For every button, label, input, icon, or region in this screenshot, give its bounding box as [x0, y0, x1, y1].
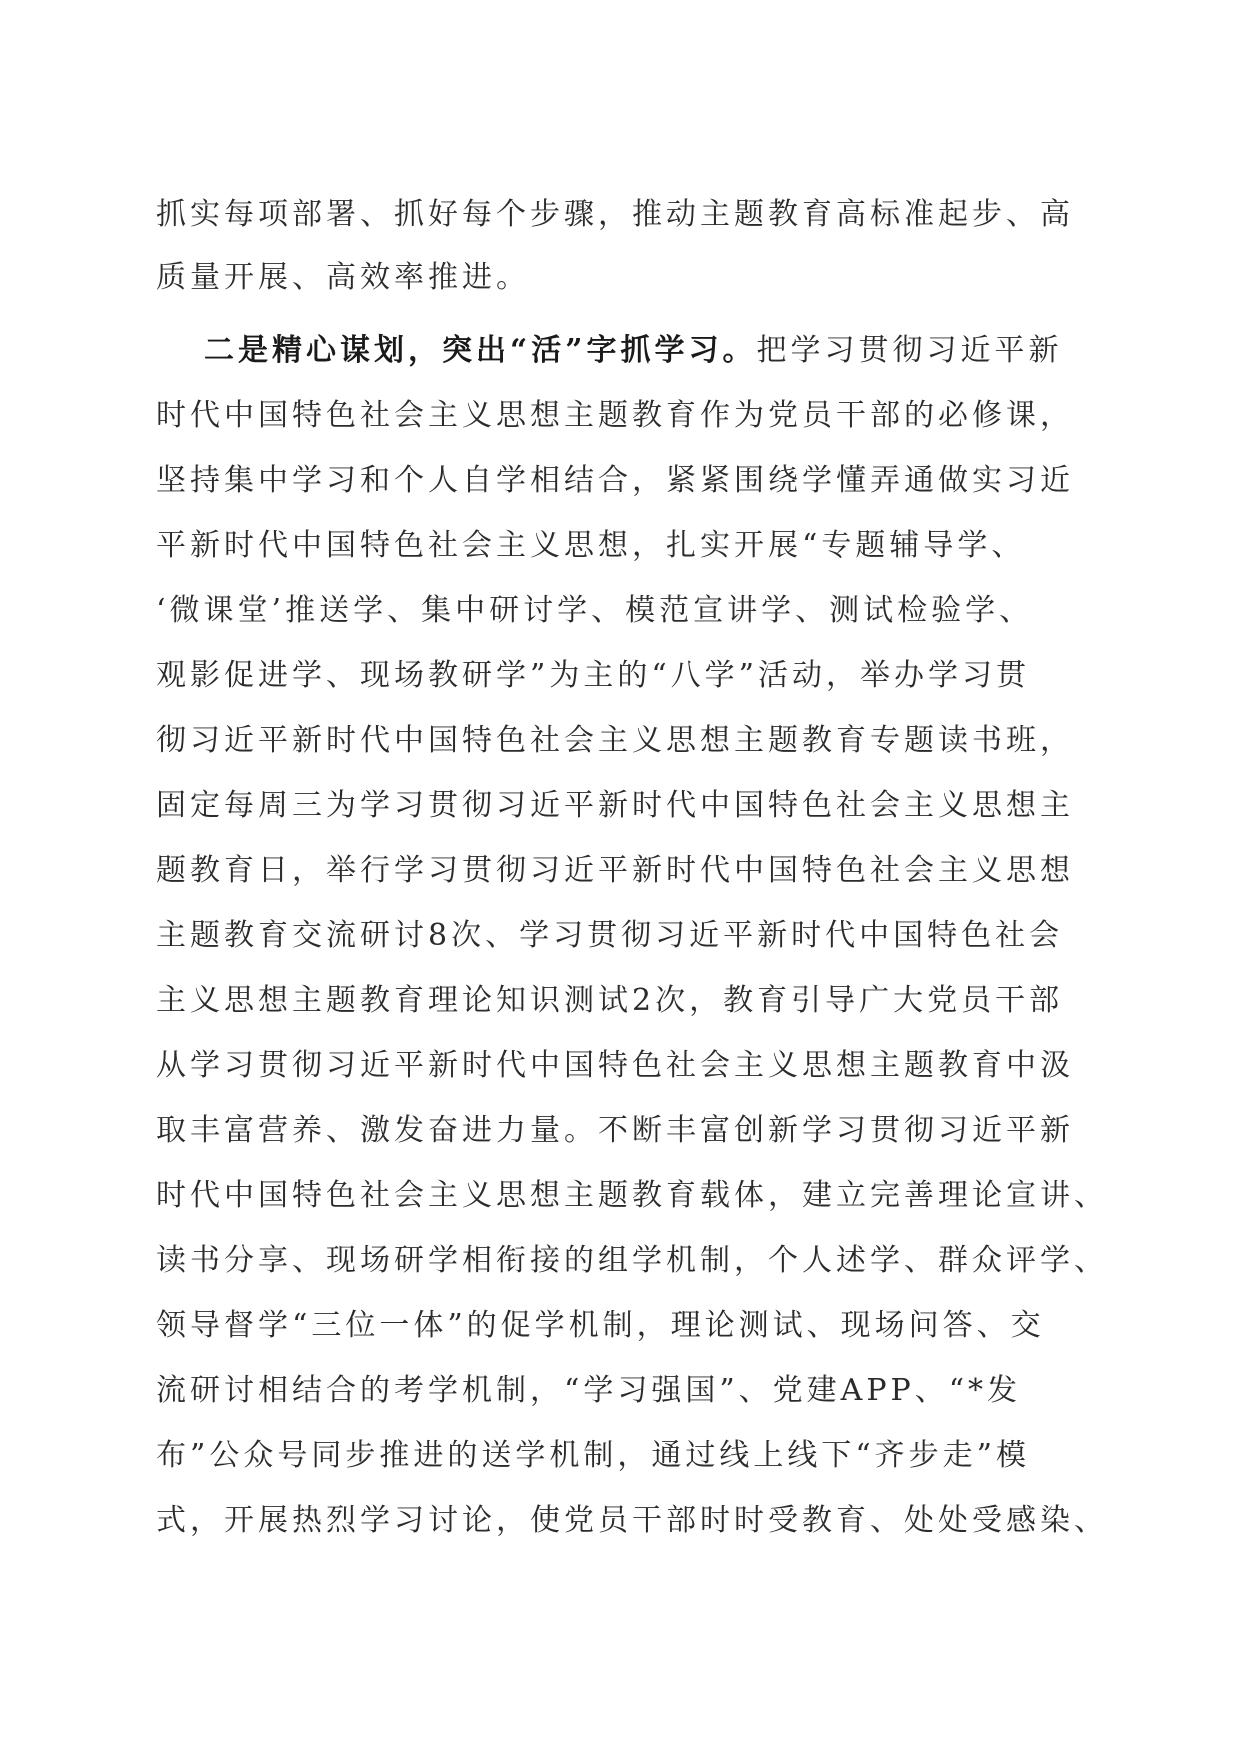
paragraph2-line-9: 题教育日，举行学习贯彻习近平新时代中国特色社会主义思想	[156, 853, 1074, 888]
paragraph2-line-16: 领导督学“三位一体”的促学机制，理论测试、现场问答、交	[156, 1308, 1045, 1343]
paragraph2-line-11: 主义思想主题教育理论知识测试2次，教育引导广大党员干部	[156, 983, 1064, 1018]
paragraph2-line-8: 固定每周三为学习贯彻习近平新时代中国特色社会主义思想主	[156, 788, 1074, 823]
paragraph2-line-19: 式，开展热烈学习讨论，使党员干部时时受教育、处处受感染、	[156, 1503, 1108, 1538]
paragraph2-first-line-text: 把学习贯彻习近平新	[756, 333, 1063, 368]
paragraph2-line-6: 观影促进学、现场教研学”为主的“八学”活动，举办学习贯	[156, 658, 1031, 693]
paragraph1-line-2: 质量开展、高效率推进。	[156, 260, 530, 295]
paragraph2-line-5: ‘微课堂’推送学、集中研讨学、模范宣讲学、测试检验学、	[156, 593, 1034, 628]
paragraph2-line-17: 流研讨相结合的考学机制，“学习强国”、党建APP、“*发	[156, 1373, 1022, 1408]
paragraph2-line-2: 时代中国特色社会主义思想主题教育作为党员干部的必修课，	[156, 398, 1074, 433]
paragraph2-line-7: 彻习近平新时代中国特色社会主义思想主题教育专题读书班，	[156, 723, 1074, 758]
paragraph2-line-14: 时代中国特色社会主义思想主题教育载体，建立完善理论宣讲、	[156, 1178, 1108, 1213]
paragraph2-line-4: 平新时代中国特色社会主义思想，扎实开展“专题辅导学、	[156, 528, 1026, 563]
paragraph2-line-15: 读书分享、现场研学相衔接的组学机制，个人述学、群众评学、	[156, 1243, 1108, 1278]
paragraph2-line-1	[156, 326, 1086, 376]
paragraph1-line-1: 抓实每项部署、抓好每个步骤，推动主题教育高标准起步、高	[156, 197, 1074, 232]
paragraph2-line-12: 从学习贯彻习近平新时代中国特色社会主义思想主题教育中汲	[156, 1048, 1074, 1083]
paragraph2-line-3: 坚持集中学习和个人自学相结合，紧紧围绕学懂弄通做实习近	[156, 463, 1074, 498]
paragraph2-heading: 二是精心谋划，突出“活”字抓学习。	[204, 333, 757, 368]
paragraph2-line-10: 主题教育交流研讨8次、学习贯彻习近平新时代中国特色社会	[156, 918, 1064, 953]
paragraph2-line-18: 布”公众号同步推进的送学机制，通过线上线下“齐步走”模	[156, 1438, 1031, 1473]
paragraph2-line-13: 取丰富营养、激发奋进力量。不断丰富创新学习贯彻习近平新	[156, 1113, 1074, 1148]
